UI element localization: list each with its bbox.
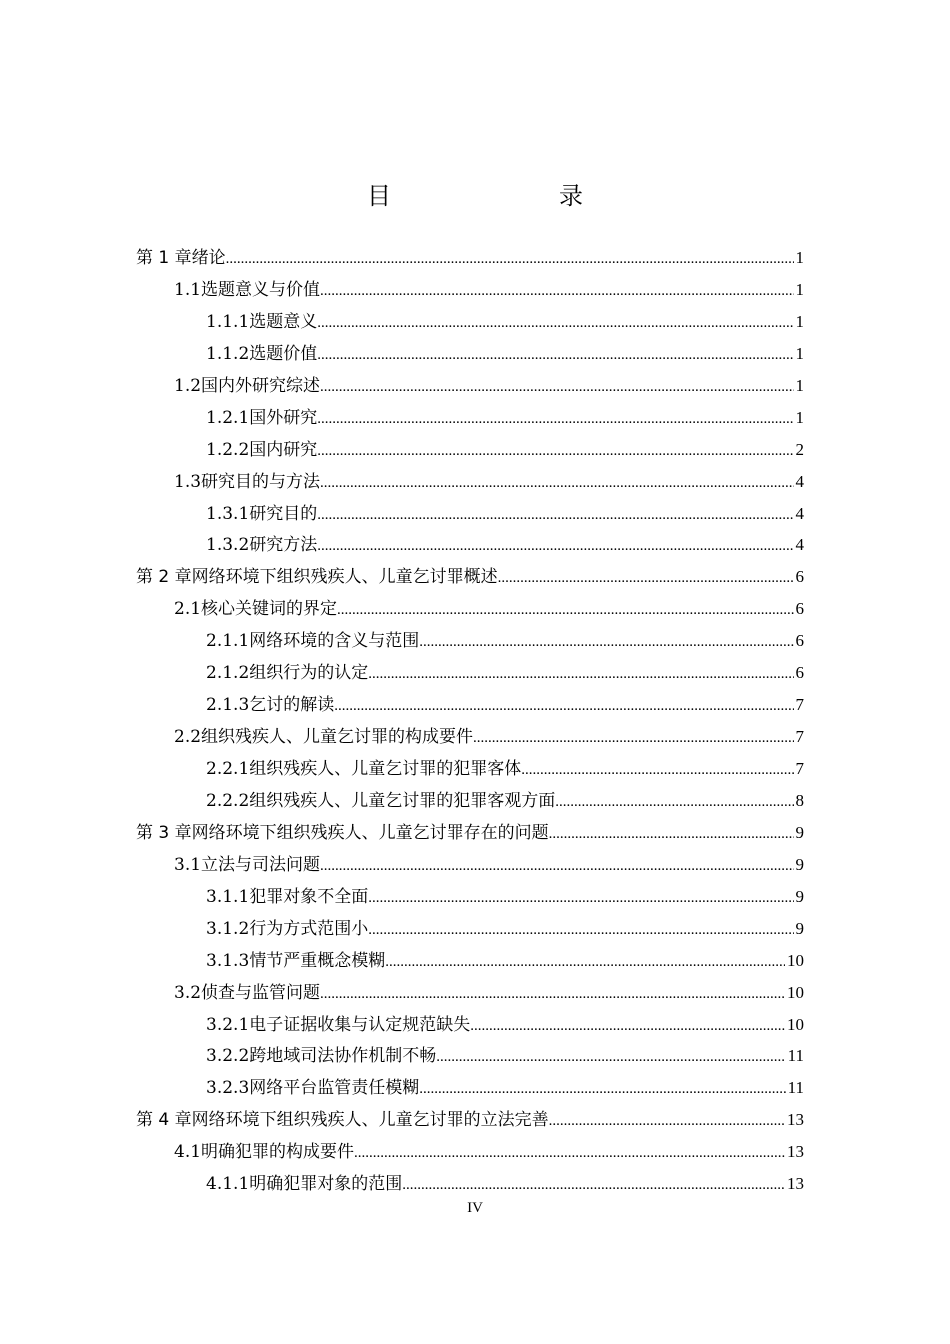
- toc-entry-number: 4.1: [174, 1142, 202, 1163]
- toc-entry-number: 1.3.2: [206, 535, 250, 556]
- toc-entry[interactable]: [136, 434, 804, 466]
- dot-leader: [555, 786, 793, 819]
- toc-entry-page: 2: [795, 439, 804, 459]
- toc-entry[interactable]: [136, 1168, 804, 1200]
- toc-entry[interactable]: [136, 785, 804, 817]
- toc-entry-page: 9: [795, 822, 804, 842]
- toc-entry-title: 选题意义: [249, 311, 318, 332]
- toc-entry[interactable]: [136, 1072, 804, 1104]
- toc-entry-page: 4: [795, 503, 804, 523]
- toc-entry[interactable]: [136, 977, 804, 1009]
- toc-entry-page: 6: [795, 663, 804, 683]
- dot-leader: [436, 1041, 785, 1074]
- toc-entry-title: 国内研究: [249, 439, 318, 460]
- toc-entry-title: 明确犯罪对象的范围: [249, 1174, 403, 1195]
- dot-leader: [354, 1137, 785, 1170]
- dot-leader: [320, 467, 793, 500]
- toc-entry-page: 11: [787, 1078, 804, 1098]
- toc-entry-number: 3.1.2: [206, 918, 250, 939]
- dot-leader: [402, 1169, 785, 1202]
- toc-entry-number: 1.2.1: [206, 407, 250, 428]
- toc-entry[interactable]: [136, 242, 804, 274]
- toc-entry-title: 网络环境的含义与范围: [249, 631, 420, 652]
- toc-entry[interactable]: [136, 274, 804, 306]
- toc-entry-page: 10: [787, 950, 804, 970]
- toc-entry-page: 7: [795, 695, 804, 715]
- toc-entry-page: 13: [787, 1110, 804, 1130]
- dot-leader: [320, 275, 793, 308]
- toc-entry-page: 7: [795, 759, 804, 778]
- toc-entry-page: 11: [787, 1046, 804, 1066]
- toc-entry-title: 明确犯罪的构成要件: [201, 1142, 355, 1163]
- dot-leader: [368, 882, 793, 915]
- toc-entry-title: 组织残疾人、儿童乞讨罪的犯罪客观方面: [249, 790, 556, 811]
- toc-entry-number: 1.2: [174, 375, 202, 396]
- toc-entry-title: 绪论: [191, 248, 226, 268]
- toc-entry[interactable]: [136, 561, 804, 593]
- toc-entry-title: 行为方式范围小: [249, 918, 369, 939]
- toc-entry-page: 13: [787, 1174, 804, 1194]
- toc-entry[interactable]: [136, 817, 804, 849]
- toc-entry-page: 1: [795, 248, 804, 267]
- toc-entry-number: 3.1.1: [206, 886, 250, 907]
- toc-entry-page: 6: [795, 567, 804, 587]
- toc-entry-number: 3.1.3: [206, 950, 250, 971]
- toc-entry-title: 组织残疾人、儿童乞讨罪的构成要件: [201, 727, 474, 748]
- toc-entry-number: 1.1: [174, 279, 202, 300]
- dot-leader: [521, 754, 793, 787]
- toc-entry-title: 国内外研究综述: [201, 375, 321, 396]
- toc-entry[interactable]: [136, 529, 804, 561]
- toc-entry-title: 侦查与监管问题: [201, 982, 321, 1003]
- dot-leader: [419, 626, 793, 659]
- toc-entry-number: 第 2 章: [136, 567, 192, 588]
- dot-leader: [320, 978, 785, 1011]
- toc-entry-title: 跨地域司法协作机制不畅: [249, 1046, 437, 1067]
- toc-entry-page: 1: [795, 375, 804, 395]
- toc-entry-title: 网络环境下组织残疾人、儿童乞讨罪概述: [191, 567, 498, 588]
- toc-entry-page: 8: [795, 790, 804, 810]
- toc-entry-page: 4: [795, 535, 804, 555]
- toc-entry-number: 2.2.2: [206, 790, 250, 811]
- toc-entry-title: 研究目的: [249, 503, 318, 524]
- toc-entry-number: 1.3.1: [206, 503, 250, 524]
- dot-leader: [368, 914, 793, 947]
- toc-entry-title: 情节严重概念模糊: [249, 950, 386, 971]
- toc-entry[interactable]: [136, 1040, 804, 1072]
- toc-entry[interactable]: [136, 689, 804, 721]
- toc-entry-title: 电子证据收集与认定规范缺失: [249, 1014, 471, 1035]
- toc-entry-page: 10: [787, 1014, 804, 1034]
- toc-entry-number: 第 4 章: [136, 1110, 192, 1131]
- toc-entry-number: 2.1.1: [206, 631, 250, 652]
- toc-entry-title: 研究方法: [249, 535, 318, 556]
- toc-entry-page: 13: [787, 1142, 804, 1162]
- toc-entry-page: 1: [795, 311, 804, 331]
- toc-entry-number: 3.2.3: [206, 1078, 250, 1099]
- dot-leader: [385, 946, 785, 979]
- toc-entry[interactable]: [136, 881, 804, 913]
- dot-leader: [337, 594, 793, 627]
- toc-entry-title: 组织残疾人、儿童乞讨罪的犯罪客体: [249, 759, 522, 779]
- toc-entry[interactable]: [136, 753, 804, 785]
- dot-leader: [317, 307, 793, 340]
- toc-entry-title: 选题意义与价值: [201, 279, 321, 300]
- dot-leader: [368, 658, 793, 691]
- toc-entry[interactable]: [136, 593, 804, 625]
- toc-entry-title: 网络环境下组织残疾人、儿童乞讨罪的立法完善: [191, 1110, 549, 1131]
- toc-entry-title: 乞讨的解读: [249, 695, 335, 716]
- toc-entry[interactable]: [136, 370, 804, 402]
- toc-entry-page: 1: [795, 279, 804, 299]
- dot-leader: [317, 530, 793, 563]
- toc-entry-number: 1.1.1: [206, 311, 250, 332]
- dot-leader: [498, 562, 794, 595]
- dot-leader: [317, 403, 793, 436]
- dot-leader: [334, 690, 793, 723]
- toc-entry-page: 1: [795, 407, 804, 427]
- toc-entry-number: 1.3: [174, 471, 202, 492]
- dot-leader: [320, 371, 793, 404]
- toc-entry[interactable]: [136, 625, 804, 657]
- dot-leader: [317, 435, 793, 468]
- dot-leader: [226, 243, 794, 276]
- toc-entry-title: 立法与司法问题: [201, 854, 321, 875]
- toc-entry-page: 1: [795, 343, 804, 363]
- dot-leader: [320, 850, 793, 883]
- toc-entry-number: 4.1.1: [206, 1174, 250, 1195]
- toc-entry[interactable]: [136, 1136, 804, 1168]
- toc-entry-number: 2.1: [174, 599, 202, 620]
- toc-entry-page: 10: [787, 982, 804, 1002]
- toc-entry-number: 3.2.1: [206, 1014, 250, 1035]
- table-of-contents: [136, 242, 804, 1200]
- dot-leader: [317, 499, 793, 532]
- toc-entry[interactable]: [136, 1104, 804, 1136]
- toc-entry-title: 组织行为的认定: [249, 663, 369, 684]
- toc-entry-page: 6: [795, 599, 804, 619]
- toc-entry-title: 犯罪对象不全面: [249, 886, 369, 907]
- toc-entry-title: 选题价值: [249, 343, 318, 364]
- dot-leader: [470, 1010, 785, 1043]
- toc-entry[interactable]: [136, 338, 804, 370]
- toc-entry-number: 2.2.1: [206, 759, 250, 779]
- toc-entry-number: 1.2.2: [206, 439, 250, 460]
- dot-leader: [419, 1073, 785, 1106]
- toc-entry-number: 2.1.2: [206, 663, 250, 684]
- toc-entry-number: 3.2.2: [206, 1046, 250, 1067]
- toc-entry-page: 9: [795, 886, 804, 906]
- toc-entry-number: 第 3 章: [136, 822, 192, 843]
- toc-entry-number: 3.1: [174, 854, 202, 875]
- toc-entry[interactable]: [136, 721, 804, 753]
- page-title: 目 录: [367, 182, 623, 210]
- toc-entry-page: 9: [795, 854, 804, 874]
- toc-entry[interactable]: [136, 945, 804, 977]
- toc-entry-title: 网络环境下组织残疾人、儿童乞讨罪存在的问题: [191, 822, 549, 843]
- toc-entry-title: 国外研究: [249, 407, 318, 428]
- toc-entry-title: 核心关键词的界定: [201, 599, 338, 620]
- toc-entry[interactable]: [136, 402, 804, 434]
- toc-entry-number: 第 1 章: [136, 248, 192, 268]
- toc-entry-number: 1.1.2: [206, 343, 250, 364]
- toc-entry-number: 2.1.3: [206, 695, 250, 716]
- toc-entry-page: 9: [795, 918, 804, 938]
- toc-entry-title: 网络平台监管责任模糊: [249, 1078, 420, 1099]
- toc-entry[interactable]: [136, 849, 804, 881]
- toc-entry[interactable]: [136, 466, 804, 498]
- toc-entry-page: 7: [795, 727, 804, 747]
- toc-entry[interactable]: [136, 306, 804, 338]
- toc-entry[interactable]: [136, 657, 804, 689]
- toc-entry[interactable]: [136, 913, 804, 945]
- dot-leader: [549, 818, 794, 851]
- toc-entry-page: 4: [795, 471, 804, 491]
- toc-entry-page: 6: [795, 631, 804, 651]
- toc-entry-title: 研究目的与方法: [201, 471, 321, 492]
- dot-leader: [549, 1105, 785, 1138]
- dot-leader: [317, 339, 793, 372]
- toc-entry[interactable]: [136, 1009, 804, 1041]
- toc-entry-number: 3.2: [174, 982, 202, 1003]
- dot-leader: [473, 722, 793, 755]
- toc-entry[interactable]: [136, 498, 804, 530]
- page-number-footer: IV: [467, 1200, 483, 1216]
- toc-entry-number: 2.2: [174, 727, 202, 748]
